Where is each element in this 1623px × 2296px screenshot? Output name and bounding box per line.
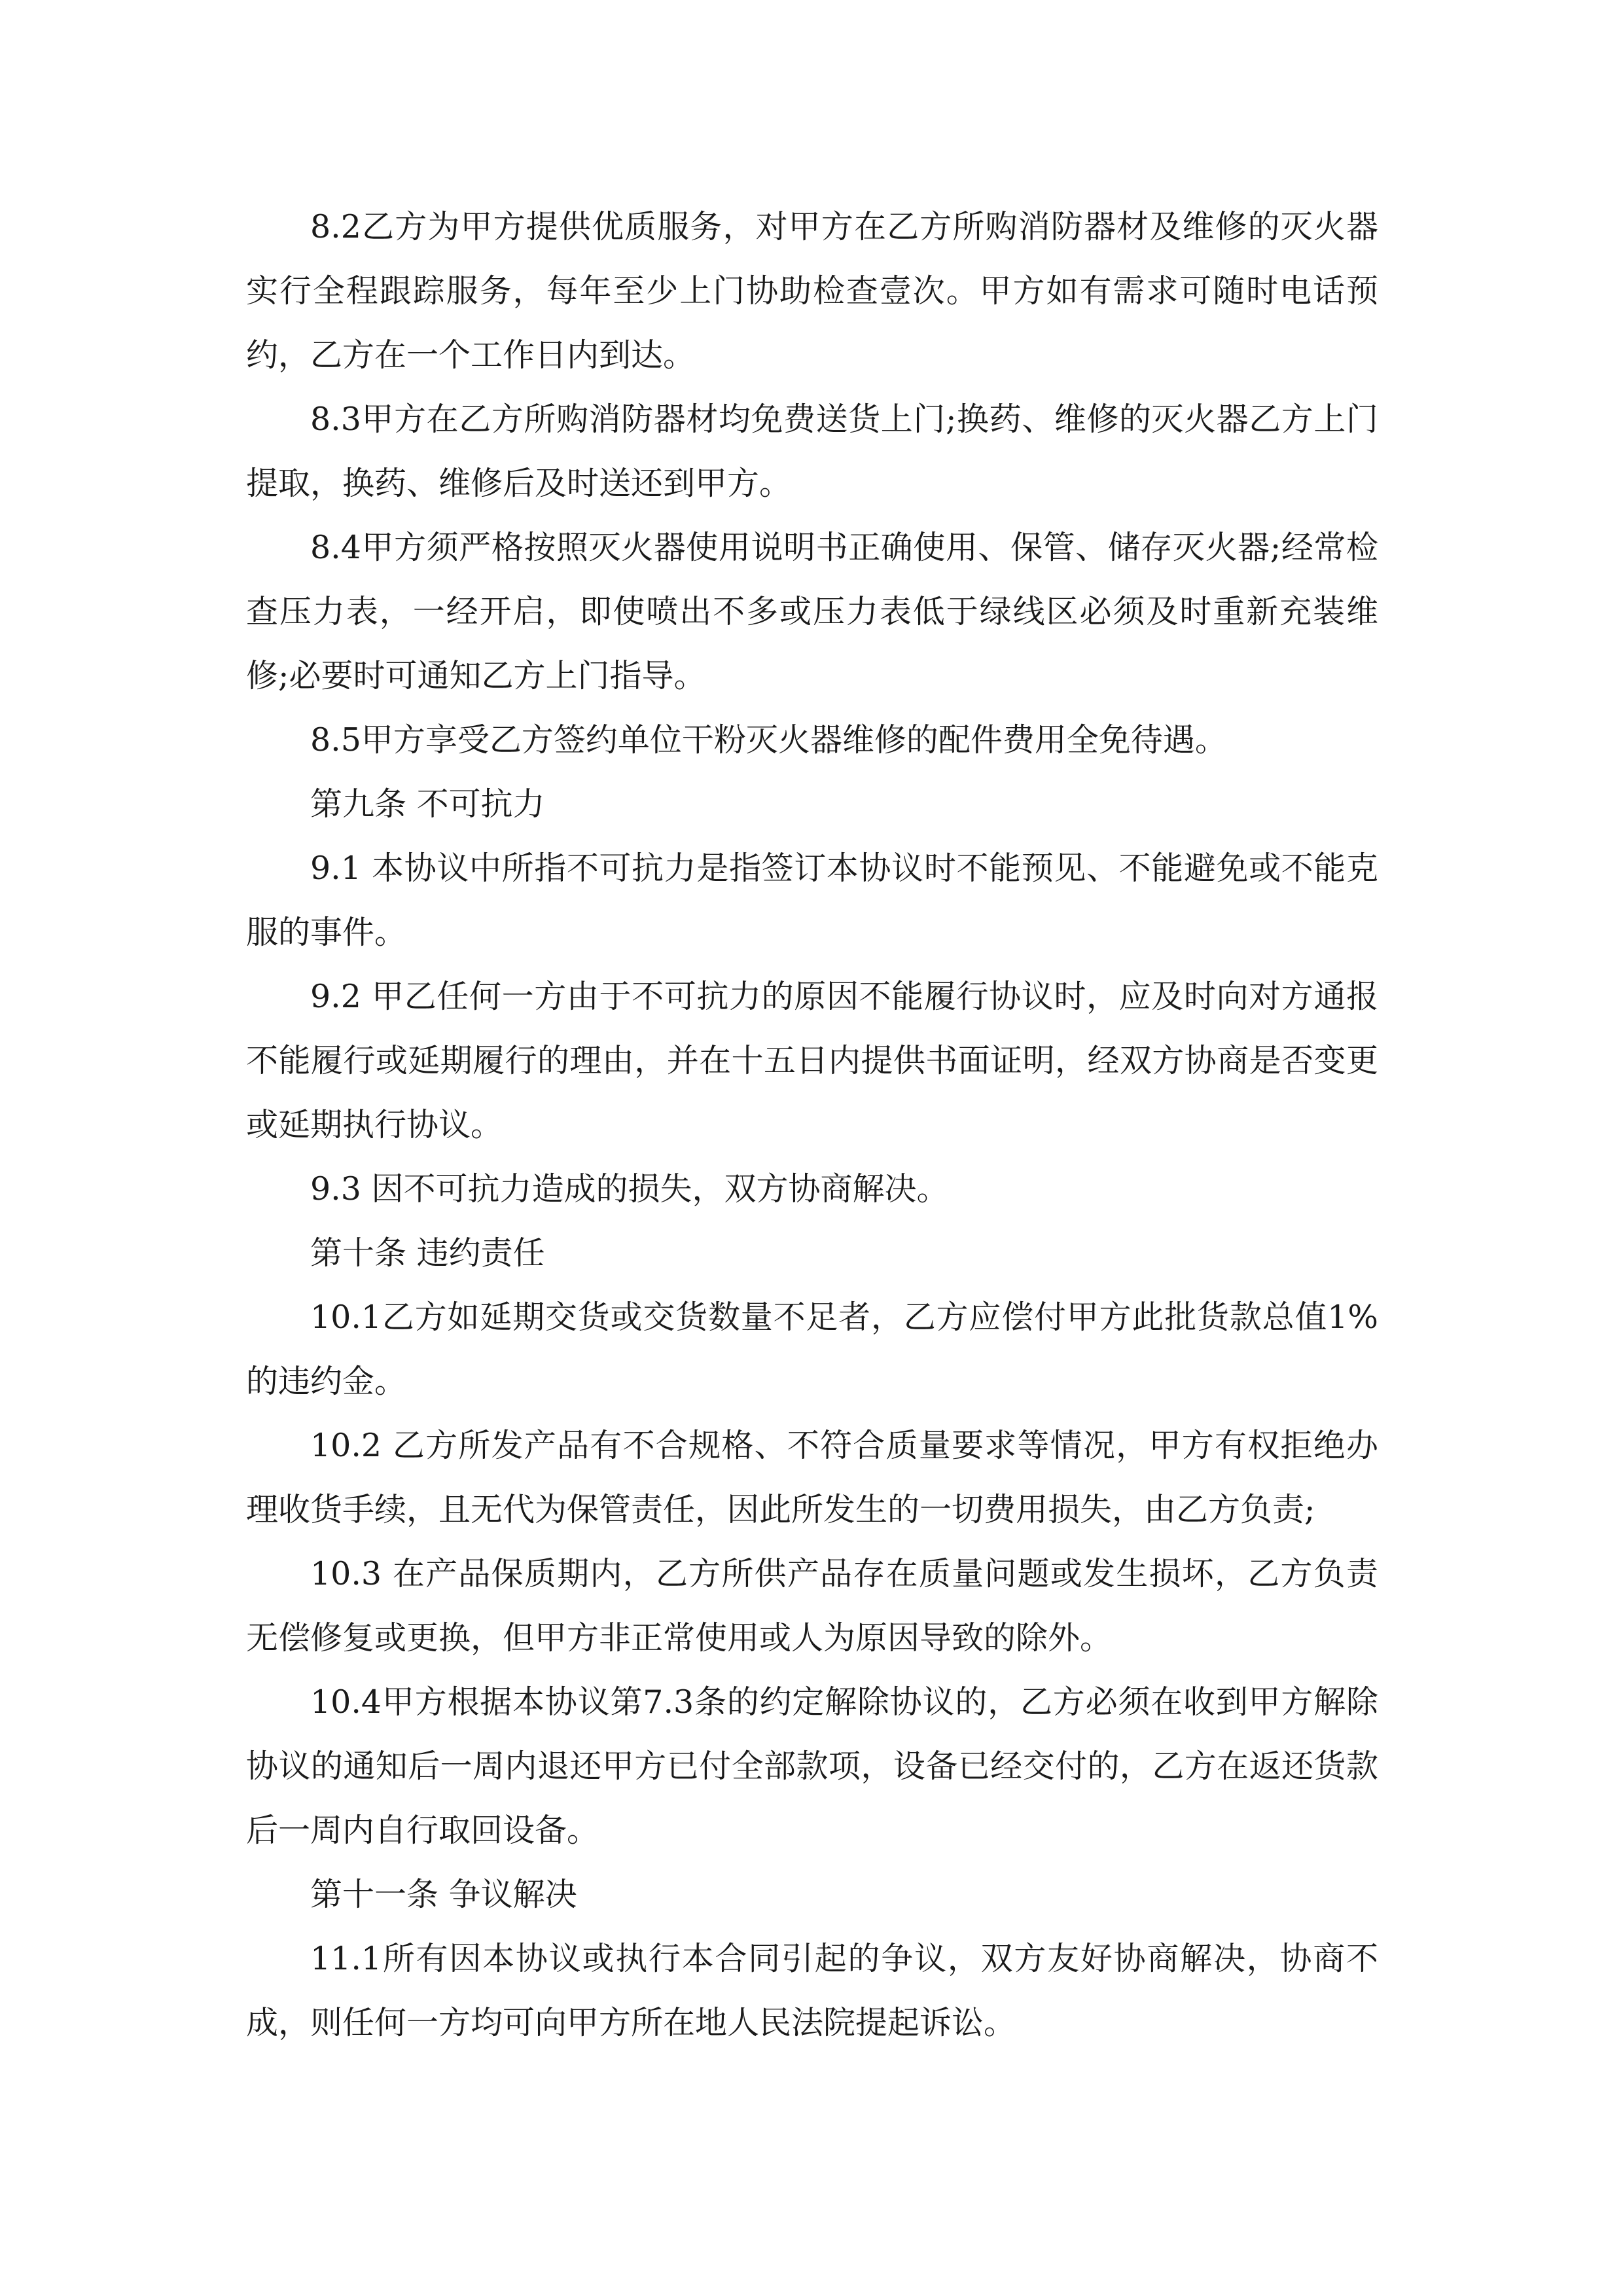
clause-11-1: 11.1所有因本协议或执行本合同引起的争议，双方友好协商解决，协商不成，则任何一方均可向甲方所在地人民法院提起诉讼。	[246, 1940, 1378, 2041]
clause-10-4: 10.4甲方根据本协议第7.3条的约定解除协议的，乙方必须在收到甲方解除协议的通知后一周内退还甲方已付全部款项，设备已经交付的，乙方在返还货款后一周内自行取回设备。	[246, 1683, 1378, 1849]
clause-8-2: 8.2乙方为甲方提供优质服务，对甲方在乙方所购消防器材及维修的灭火器实行全程跟踪服务，每年至少上门协助检查壹次。甲方如有需求可随时电话预约，乙方在一个工作日内到达。	[246, 208, 1378, 374]
article-9-heading: 第九条 不可抗力	[310, 785, 545, 823]
clause-9-1: 9.1 本协议中所指不可抗力是指签订本协议时不能预见、不能避免或不能克服的事件。	[246, 850, 1378, 951]
clause-8-5: 8.5甲方享受乙方签约单位干粉灭火器维修的配件费用全免待遇。	[310, 721, 1227, 759]
clause-9-3: 9.3 因不可抗力造成的损失，双方协商解决。	[310, 1170, 949, 1208]
clause-8-3: 8.3甲方在乙方所购消防器材均免费送货上门;换药、维修的灭火器乙方上门提取，换药、维修后及时送还到甲方。	[246, 401, 1378, 502]
clause-10-3: 10.3 在产品保质期内，乙方所供产品存在质量问题或发生损坏，乙方负责无偿修复或更换，但甲方非正常使用或人为原因导致的除外。	[246, 1555, 1378, 1657]
clause-8-4: 8.4甲方须严格按照灭火器使用说明书正确使用、保管、储存灭火器;经常检查压力表，一经开启，即使喷出不多或压力表低于绿线区必须及时重新充装维修;必要时可通知乙方上门指导。	[246, 529, 1378, 694]
article-11-heading: 第十一条 争议解决	[310, 1876, 577, 1913]
clause-10-1: 10.1乙方如延期交货或交货数量不足者，乙方应偿付甲方此批货款总值1%的违约金。	[246, 1299, 1378, 1400]
article-10-heading: 第十条 违约责任	[310, 1234, 545, 1272]
document-page	[246, 195, 1378, 2055]
clause-9-2: 9.2 甲乙任何一方由于不可抗力的原因不能履行协议时，应及时向对方通报不能履行或延期履行的理由，并在十五日内提供书面证明，经双方协商是否变更或延期执行协议。	[246, 978, 1378, 1143]
clause-10-2: 10.2 乙方所发产品有不合规格、不符合质量要求等情况，甲方有权拒绝办理收货手续，且无代为保管责任，因此所发生的一切费用损失，由乙方负责;	[246, 1427, 1378, 1528]
